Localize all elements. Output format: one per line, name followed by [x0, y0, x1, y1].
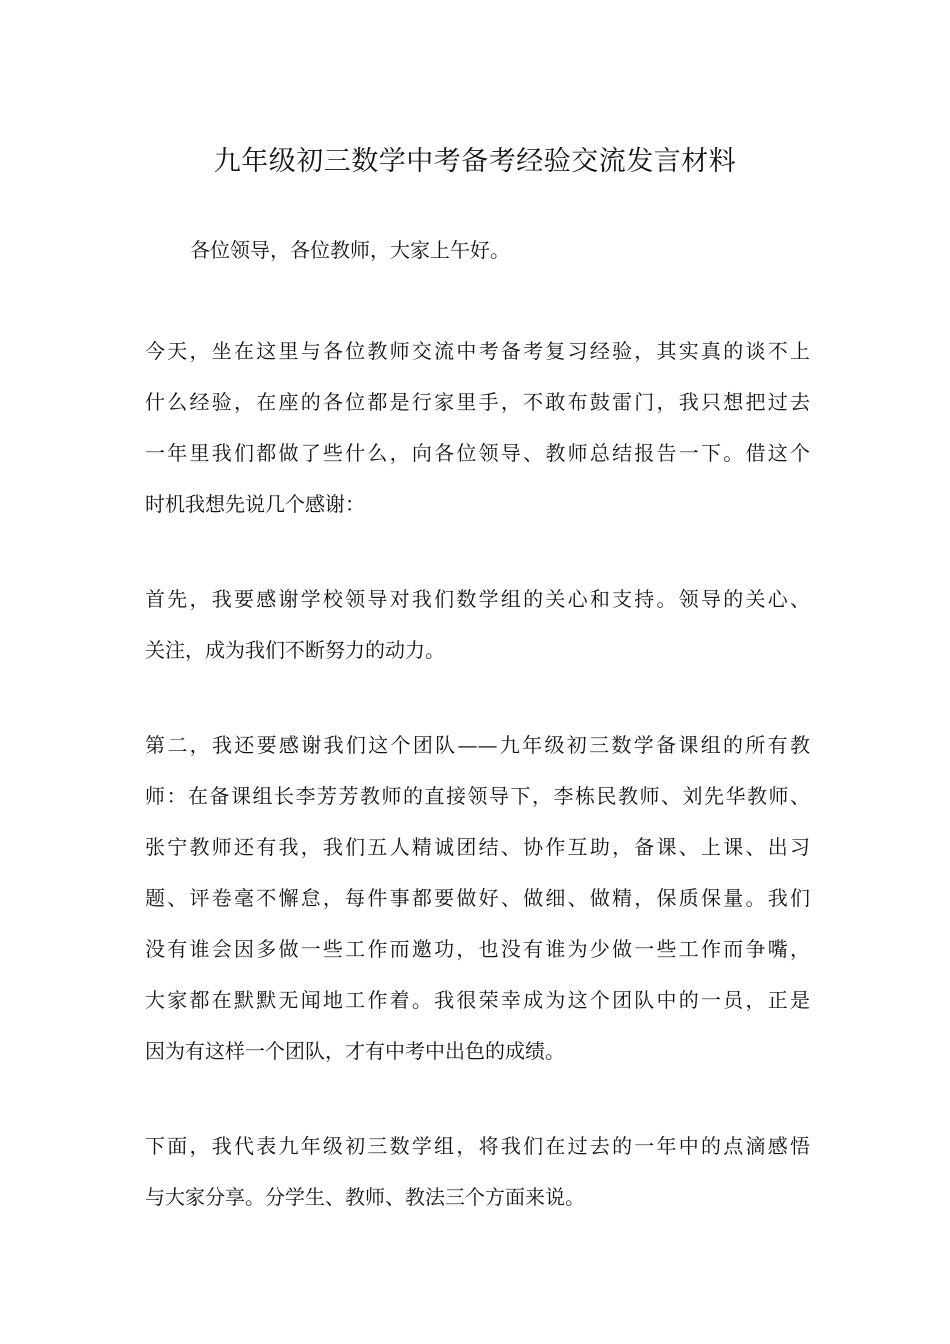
document-title: 九年级初三数学中考备考经验交流发言材料 — [213, 146, 737, 177]
paragraph-line: 题、评卷毫不懈怠，每件事都要做好、做细、做精，保质保量。我们 — [145, 886, 810, 910]
paragraph-line: 与大家分享。分学生、教师、教法三个方面来说。 — [145, 1185, 585, 1209]
paragraph-first-thanks — [145, 574, 810, 676]
paragraph-line: 因为有这样一个团队，才有中考中出色的成绩。 — [145, 1039, 565, 1063]
paragraph-second-thanks — [145, 720, 810, 1077]
paragraph-line: 没有谁会因多做一些工作而邀功，也没有谁为少做一些工作而争嘴， — [145, 937, 810, 961]
paragraph-line: 大家都在默默无闻地工作着。我很荣幸成为这个团队中的一员，正是 — [145, 988, 810, 1012]
paragraph-line: 一年里我们都做了些什么，向各位领导、教师总结报告一下。借这个 — [145, 441, 810, 465]
paragraph-line: 第二，我还要感谢我们这个团队——九年级初三数学备课组的所有教 — [145, 733, 810, 757]
paragraph-sharing-intro — [145, 1121, 810, 1223]
paragraph-line: 下面，我代表九年级初三数学组，将我们在过去的一年中的点滴感悟 — [145, 1134, 810, 1158]
paragraph-thanks-intro — [145, 326, 810, 530]
greeting-line: 各位领导，各位教师，大家上午好。 — [190, 238, 510, 262]
paragraph-line: 首先，我要感谢学校领导对我们数学组的关心和支持。领导的关心、 — [145, 587, 810, 611]
paragraph-line: 关注，成为我们不断努力的动力。 — [145, 638, 445, 662]
paragraph-line: 师：在备课组长李芳芳教师的直接领导下，李栋民教师、刘先华教师、 — [145, 784, 810, 808]
paragraph-line: 什么经验，在座的各位都是行家里手，不敢布鼓雷门，我只想把过去 — [145, 390, 810, 414]
paragraph-line: 张宁教师还有我，我们五人精诚团结、协作互助，备课、上课、出习 — [145, 835, 810, 859]
paragraph-line: 今天，坐在这里与各位教师交流中考备考复习经验，其实真的谈不上 — [145, 339, 810, 363]
paragraph-line: 时机我想先说几个感谢： — [145, 492, 365, 516]
